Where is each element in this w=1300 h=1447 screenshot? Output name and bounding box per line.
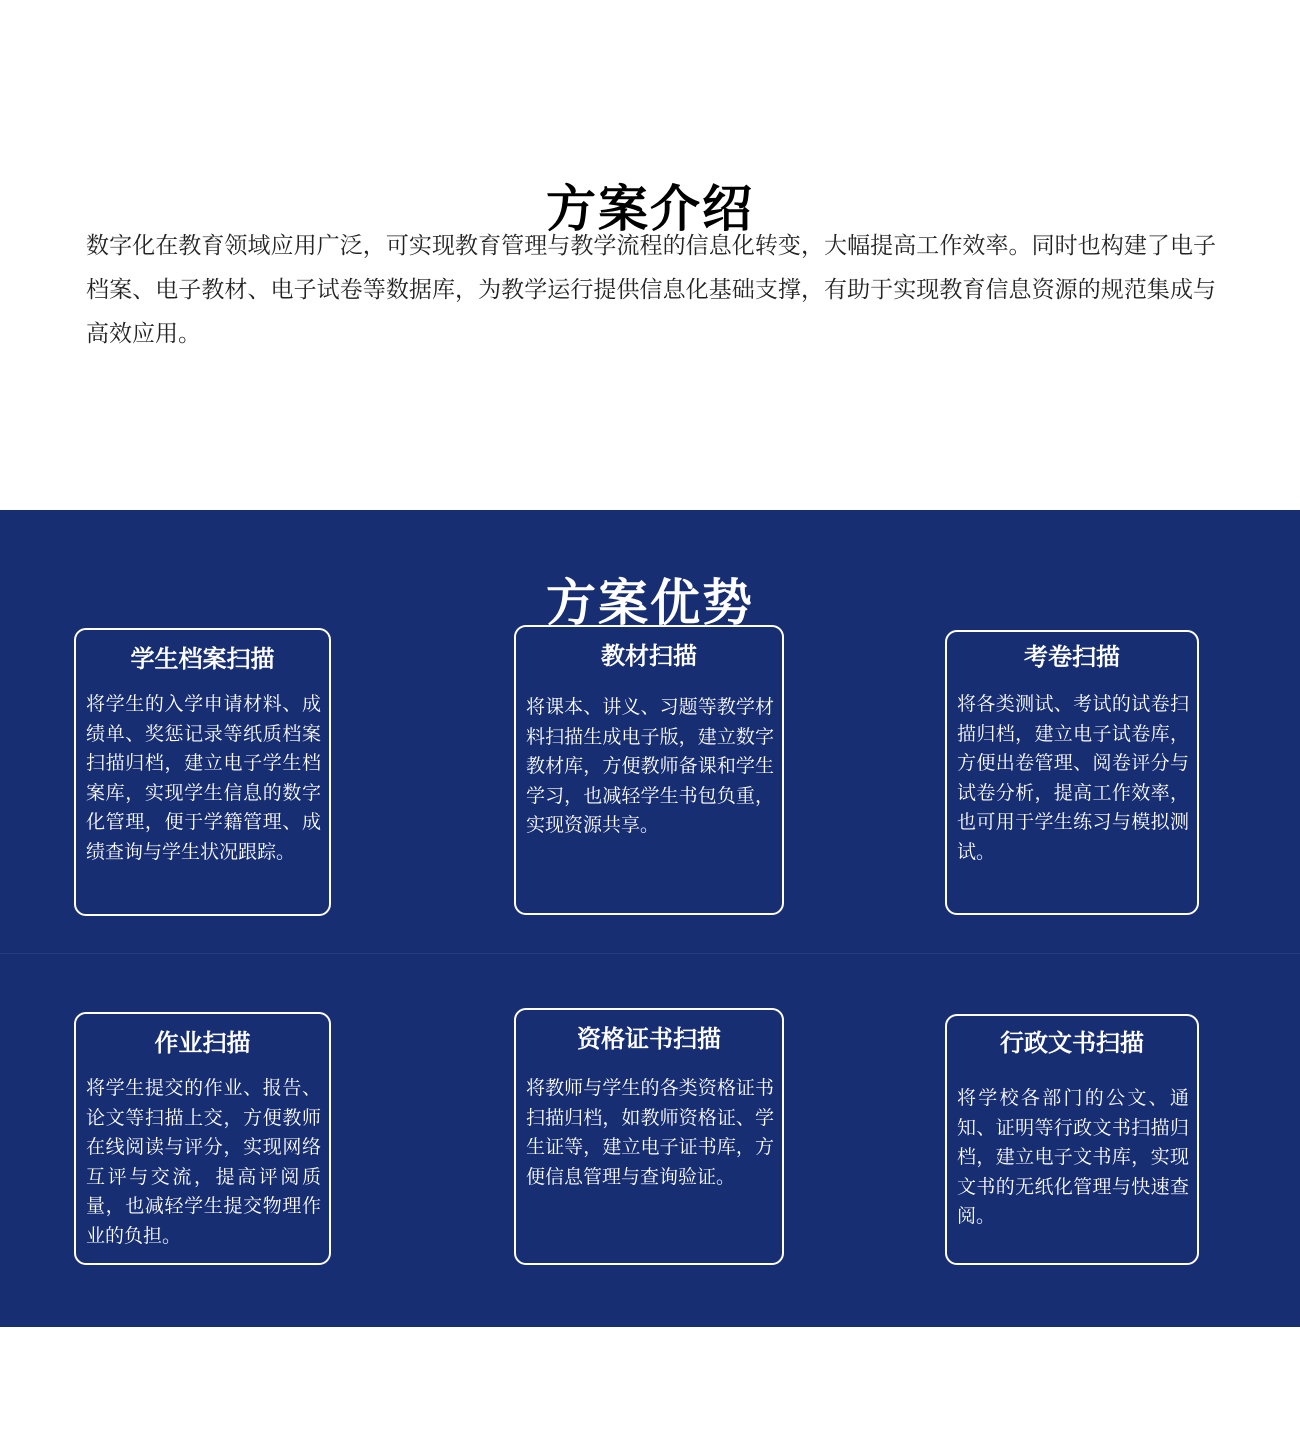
card-title: 资格证书扫描 (577, 1025, 721, 1053)
card-title: 考卷扫描 (1024, 643, 1120, 671)
card-text: 将课本、讲义、习题等教学材料扫描生成电子版，建立数字教材库，方便教师备课和学生学习，也减轻学生书包负重，实现资源共享。 (526, 696, 774, 836)
card-text: 将学生的入学申请材料、成绩单、奖惩记录等纸质档案扫描归档，建立电子学生档案库，实现学生信息的数字化管理，便于学籍管理、成绩查询与学生状况跟踪。 (86, 693, 321, 863)
advantages-title: 方案优势 (546, 573, 754, 632)
card-exam-paper (945, 630, 1199, 915)
card-admin-document (945, 1014, 1199, 1265)
card-text: 将学校各部门的公文、通知、证明等行政文书扫描归档，建立电子文书库，实现文书的无纸化管理与快速查阅。 (957, 1087, 1189, 1227)
card-text: 将各类测试、考试的试卷扫描归档，建立电子试卷库，方便出卷管理、阅卷评分与试卷分析，提高工作效率，也可用于学生练习与模拟测试。 (957, 693, 1189, 863)
card-homework (74, 1012, 331, 1265)
section-divider (0, 953, 1300, 954)
advantages-section (0, 510, 1300, 1327)
card-title: 教材扫描 (601, 642, 697, 670)
card-title: 作业扫描 (154, 1029, 251, 1057)
card-text: 将教师与学生的各类资格证书扫描归档，如教师资格证、学生证等，建立电子证书库，方便信息管理与查询验证。 (526, 1077, 774, 1188)
card-textbook (514, 625, 784, 915)
intro-body: 数字化在教育领域应用广泛，可实现教育管理与教学流程的信息化转变，大幅提高工作效率。同时也构建了电子档案、电子教材、电子试卷等数据库，为教学运行提供信息化基础支撑，有助于实现教育信息资源的规范集成与高效应用。 (86, 233, 1216, 347)
intro-title: 方案介绍 (546, 179, 754, 238)
card-text: 将学生提交的作业、报告、论文等扫描上交，方便教师在线阅读与评分，实现网络互评与交流，提高评阅质量，也减轻学生提交物理作业的负担。 (86, 1077, 321, 1247)
card-title: 学生档案扫描 (130, 645, 275, 673)
card-student-archive (74, 628, 331, 916)
card-certificate (514, 1008, 784, 1265)
card-title: 行政文书扫描 (1000, 1029, 1144, 1057)
